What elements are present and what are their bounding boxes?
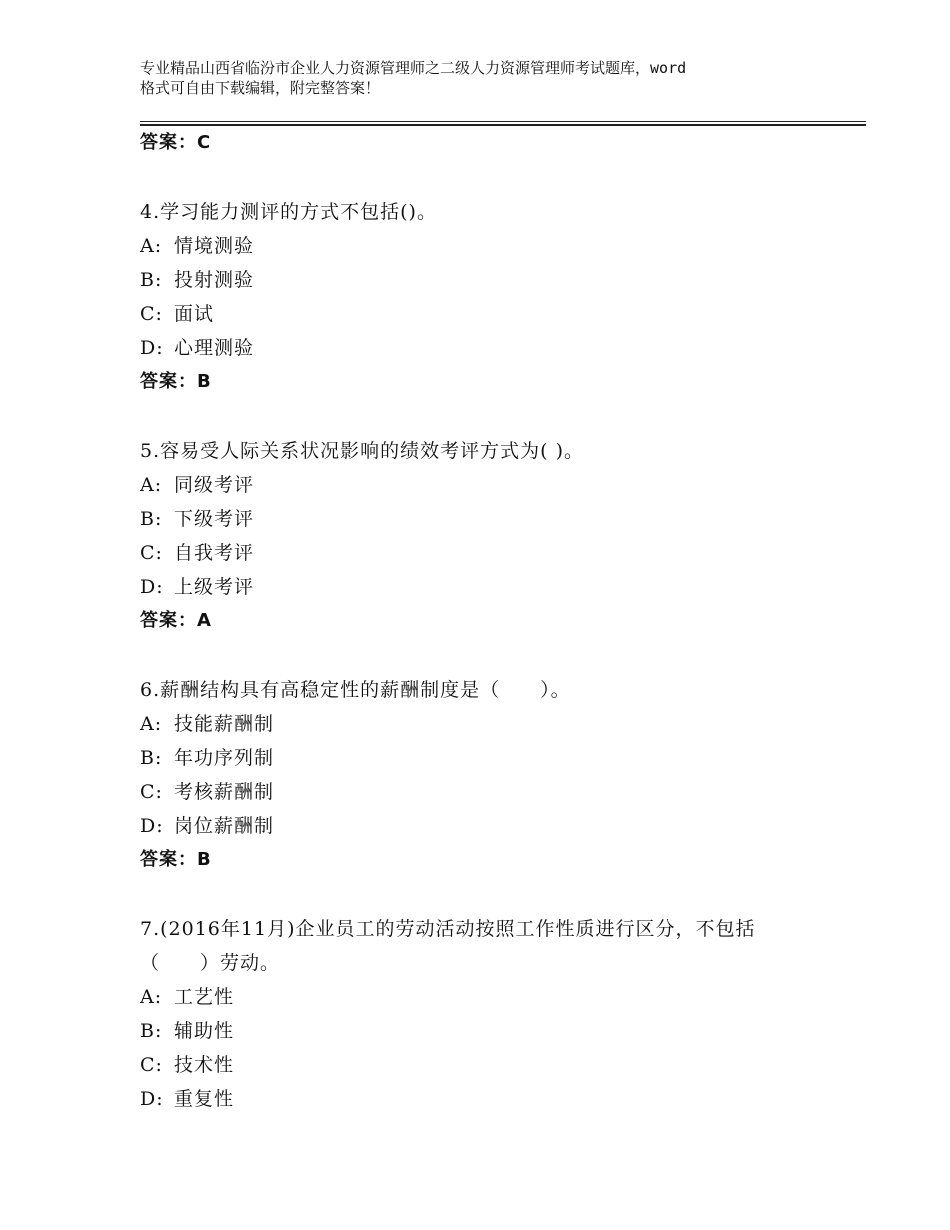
option-text: 重复性 [174,1088,235,1110]
option-d [140,575,254,599]
header-divider-thin [140,121,866,122]
option-letter: A: [140,986,163,1008]
question-stem: 7.(2016年11月)企业员工的劳动活动按照工作性质进行区分，不包括 [140,918,756,940]
option-c [140,1053,234,1077]
option-letter: C: [140,781,163,803]
option-letter: A: [140,713,163,735]
option-letter: B: [140,508,163,530]
option-a [140,473,254,497]
header-title-line1: 专业精品山西省临汾市企业人力资源管理师之二级人力资源管理师考试题库，word [140,59,687,77]
option-letter: D: [140,1088,164,1110]
header-title-line2: 格式可自由下载编辑，附完整答案！ [140,79,381,97]
question-stem: 4.学习能力测评的方式不包括()。 [140,201,437,223]
option-text: 面试 [174,303,215,325]
option-a [140,234,254,258]
document-header [140,58,840,98]
answer-label: 答案：C [140,132,212,153]
header-divider-thick [140,124,866,126]
option-letter: C: [140,1054,163,1076]
option-d [140,1087,234,1111]
option-letter: A: [140,235,163,257]
question-stem: 6.薪酬结构具有高稳定性的薪酬制度是（ ）。 [140,679,571,701]
option-letter: C: [140,542,163,564]
option-letter: C: [140,303,163,325]
option-text: 岗位薪酬制 [174,815,275,837]
option-text: 自我考评 [174,542,255,564]
option-b [140,1019,234,1043]
option-letter: B: [140,269,163,291]
option-b [140,268,254,292]
option-text: 考核薪酬制 [174,781,275,803]
option-text: 工艺性 [174,986,235,1008]
answer-label: 答案：B [140,371,212,392]
option-text: 辅助性 [174,1020,235,1042]
option-text: 下级考评 [174,508,255,530]
option-d [140,814,274,838]
option-letter: B: [140,1020,163,1042]
option-c [140,541,254,565]
question-stem: 5.容易受人际关系状况影响的绩效考评方式为( )。 [140,440,584,462]
option-letter: D: [140,576,164,598]
option-a [140,712,274,736]
option-letter: D: [140,337,164,359]
question-stem-continued: （ ）劳动。 [140,952,281,974]
option-text: 同级考评 [174,474,255,496]
option-c [140,302,214,326]
answer-label: 答案：A [140,610,212,631]
option-text: 情境测验 [174,235,255,257]
option-c [140,780,274,804]
option-text: 年功序列制 [174,747,275,769]
answer-label: 答案：B [140,849,212,870]
option-letter: A: [140,474,163,496]
option-text: 技术性 [174,1054,235,1076]
option-text: 上级考评 [174,576,255,598]
option-letter: D: [140,815,164,837]
option-b [140,507,254,531]
option-text: 心理测验 [174,337,255,359]
option-d [140,336,254,360]
option-text: 技能薪酬制 [174,713,275,735]
option-a [140,985,234,1009]
option-b [140,746,274,770]
option-text: 投射测验 [174,269,255,291]
option-letter: B: [140,747,163,769]
